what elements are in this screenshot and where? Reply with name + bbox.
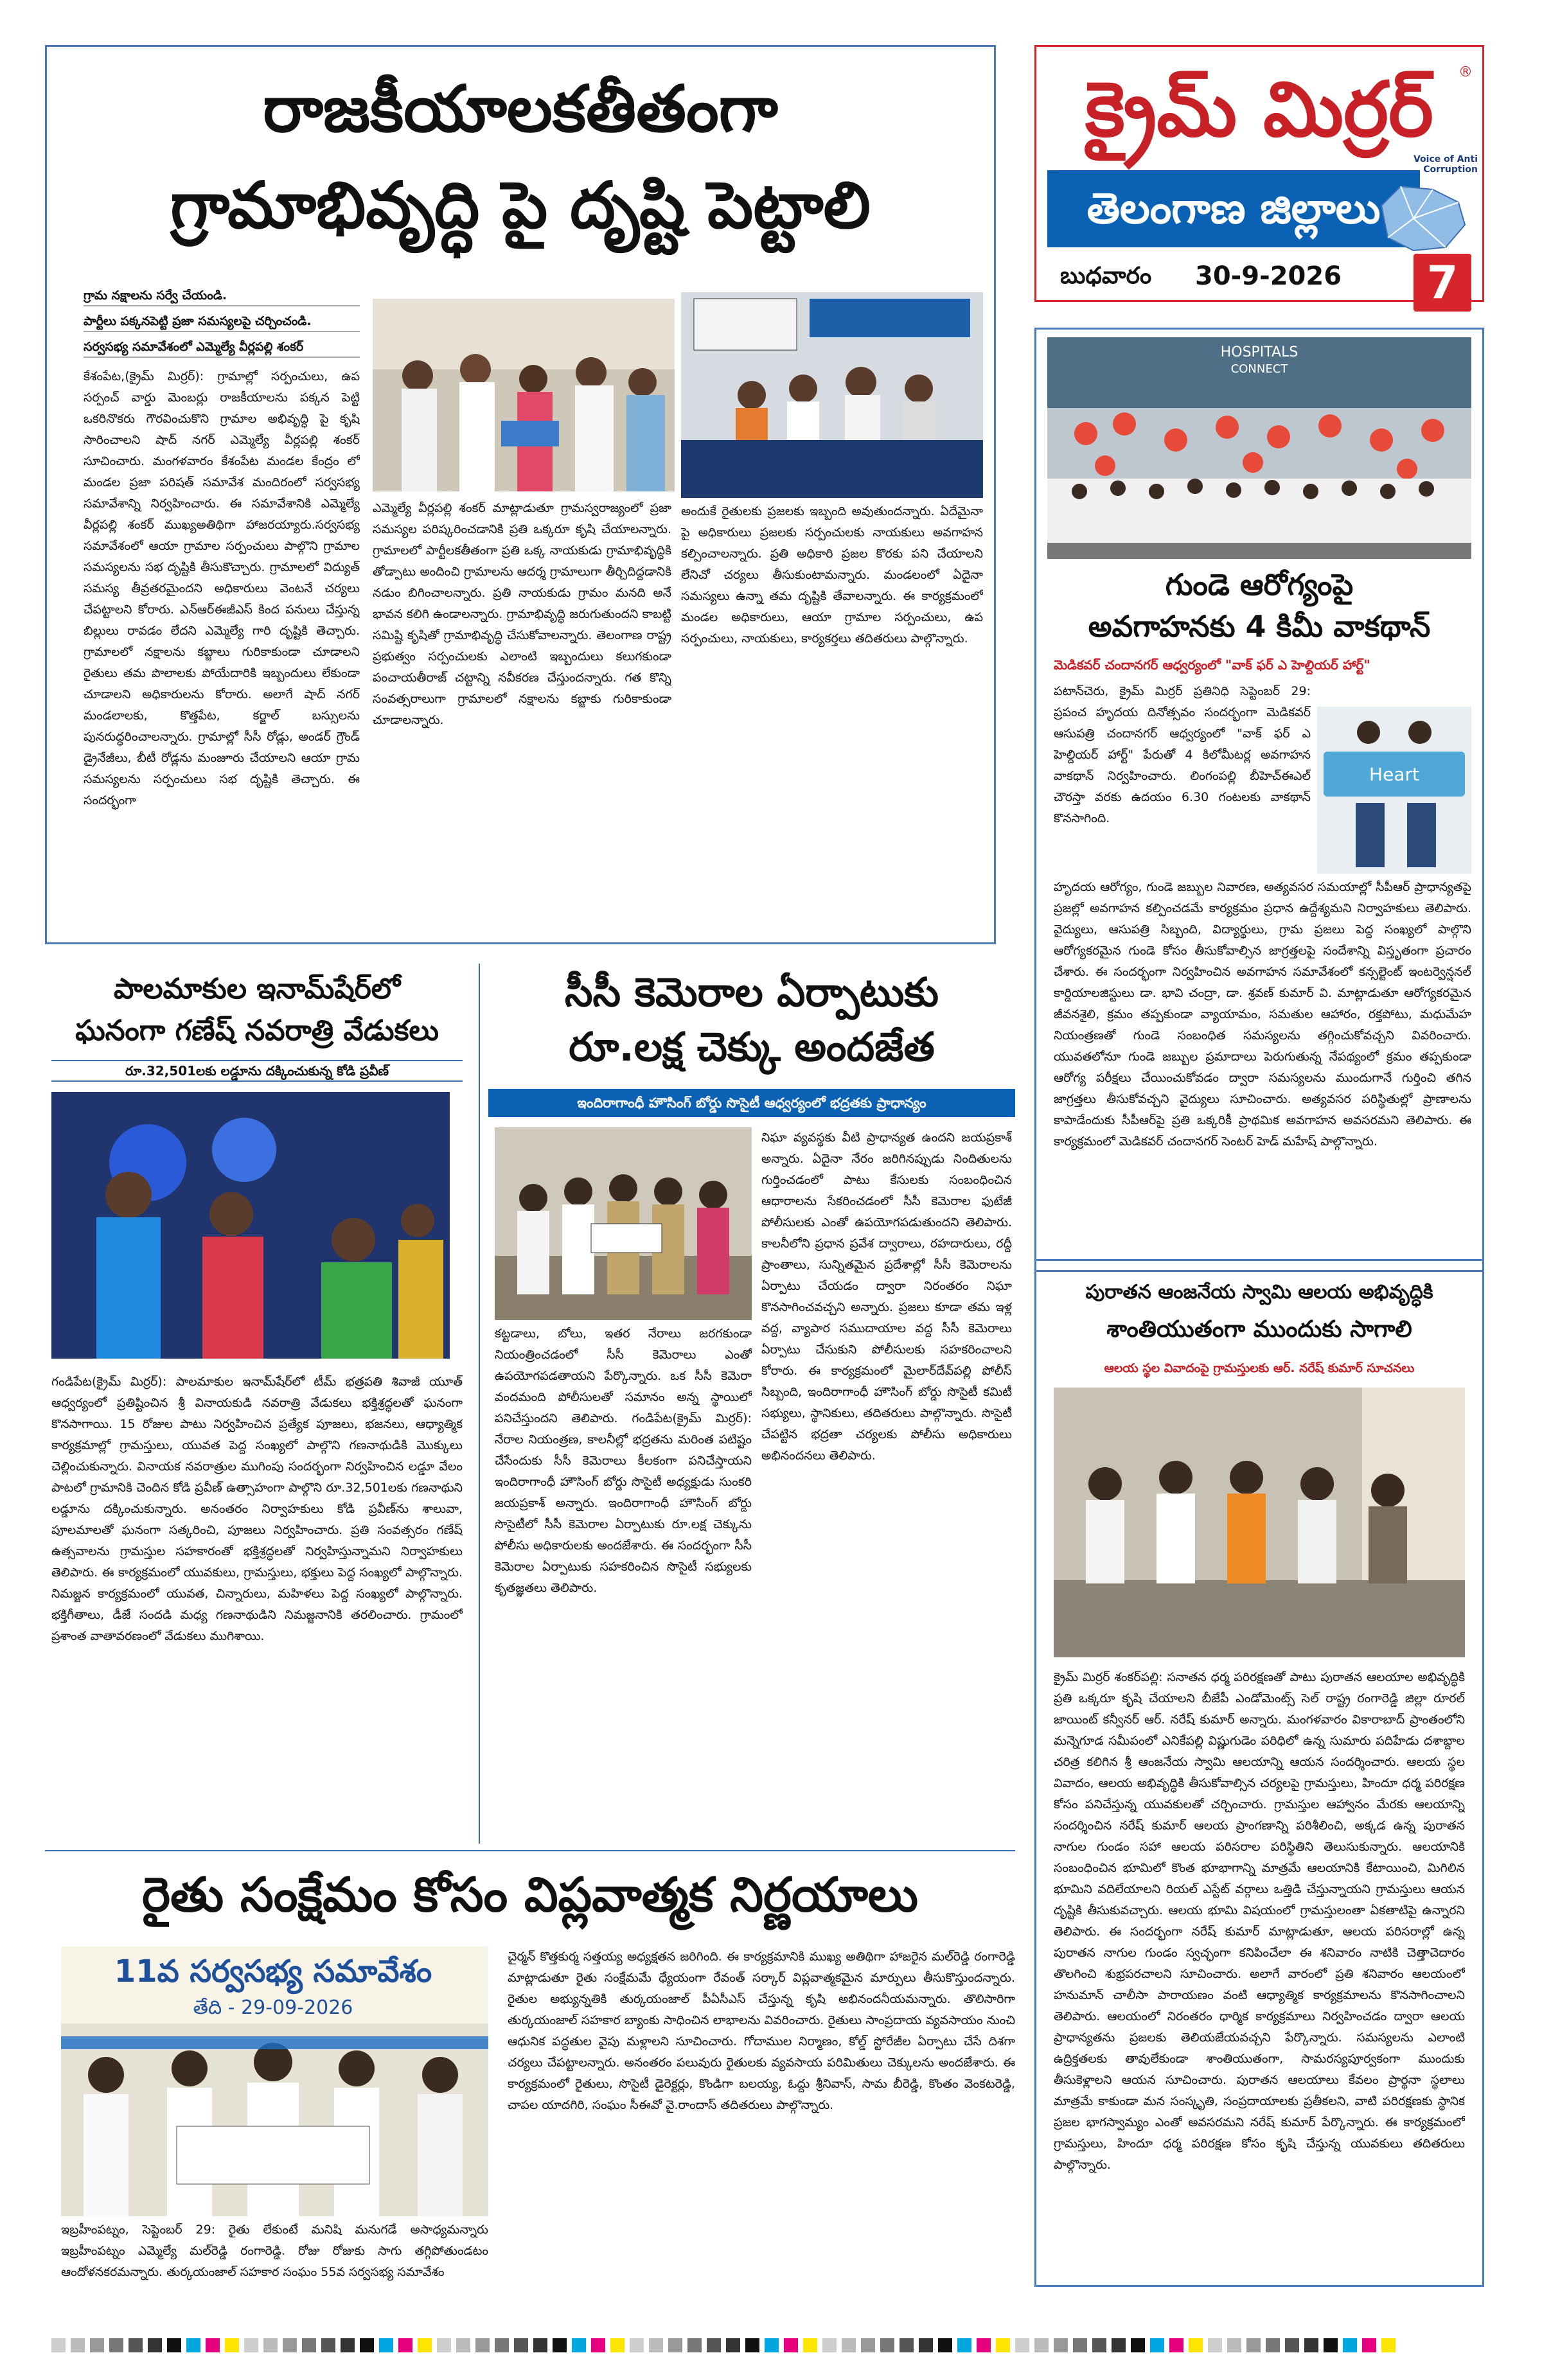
story3-photo-cheque-handover xyxy=(495,1127,752,1320)
story5-headline-line2: అవగాహనకు 4 కిమీ వాకథాన్ xyxy=(1088,609,1431,644)
story6-headline-line2: శాంతియుతంగా ముందుకు సాగాలి xyxy=(1106,1316,1412,1343)
story6-headline-line1: పురాతన ఆంజనేయ స్వామి ఆలయ అభివృద్ధికి xyxy=(1085,1281,1433,1303)
story6-sub: ఆలయ స్థల వివాదంపై గ్రామస్తులకు ఆర్. నరేష్ కుమార్ సూచనలు xyxy=(1104,1361,1415,1375)
section-divider xyxy=(45,1850,1015,1851)
masthead-date: 30-9-2026 xyxy=(1195,261,1342,291)
masthead-section: తెలంగాణ జిల్లాలు xyxy=(1047,170,1420,247)
story5-headline-line1: గుండె ఆరోగ్యంపై xyxy=(1165,567,1354,602)
story1-body-col3: అందుకే రైతులకు ప్రజలకు ఇబ్బంది అవుతుందన్నారు. ఏదేమైనా పై అధికారులు ప్రజలకు సర్పంచులకు నాయకులు అవగాహన కల్పించాలన్నారు. ప్రతి అధికారి ప్రజల కొరకు పని చేయాలని లేనిచో చర్యలు తీసుకుంటామన్నారు. మండలంలో ఏదైనా సమస్యలు ఉన్నా తమ దృష్టికి తేవాలన్నారు. ఈ కార్యక్రమంలో మండల అధికారులు, ఆయా గ్రామాల సర్పంచులు, ఉప సర్పంచులు, నాయకులు, కార్యకర్తలు తదితరులు పాల్గొన్నారు. xyxy=(681,504,983,646)
story5-photo-heart-banner xyxy=(1317,707,1471,874)
story3-ribbon: ఇందిరాగాంధీ హౌసింగ్ బోర్డు సొసైటీ ఆధ్వర్యంలో భద్రతకు ప్రాధాన్యం xyxy=(488,1089,1015,1117)
masthead-brand: క్రైమ్ మిర్రర్ xyxy=(1085,65,1433,154)
story5-body-bottom: హృదయ ఆరోగ్యం, గుండె జబ్బుల నివారణ, అత్యవసర సమయాల్లో సీపీఆర్ ప్రాధాన్యతపై ప్రజల్లో అవగాహన కల్పించడమే కార్యక్రమం ప్రధాన ఉద్దేశ్యమని నిర్వాహకులు తెలిపారు. వైద్యులు, ఆసుపత్రి సిబ్బంది, విద్యార్థులు, గ్రామ ప్రజలు పెద్ద సంఖ్యలో పాల్గొని ఆరోగ్యకరమైన గుండె కోసం తీసుకోవాల్సిన జాగ్రత్తలపై సందేశాన్ని విస్తృతంగా ప్రచారం చేశారు. ఈ సందర్భంగా నిర్వహించిన అవగాహన సమావేశంలో కన్సల్టెంట్ ఇంటర్వెన్షనల్ కార్డియాలజిస్టులు డా. భావి చంద్రా, డా. శ్రవణ్ కుమార్ వి. మాట్లాడుతూ ఆరోగ్యకరమైన జీవనశైలి, క్రమం తప్పకుండా వ్యాయామం, సమతుల ఆహారం, రక్తపోటు, మధుమేహ నియంత్రణతో గుండె సంబంధిత సమస్యలను తగ్గించుకోవచ్చని వివరించారు. యువతలోనూ గుండె జబ్బుల ప్రమాదాలు పెరుగుతున్న నేపథ్యంలో క్రమం తప్పకుండా ఆరోగ్య పరీక్షలు చేయించుకోవడం ద్వారా సమస్యలను ముందుగానే గుర్తించి తగిన జాగ్రత్తలు తీసుకోవచ్చని వైద్యులు సూచించారు. అత్యవసర పరిస్థితుల్లో ప్రాణాలను కాపాడేందుకు సీపీఆర్‌పై ప్రతి ఒక్కరికీ ప్రాథమిక అవగాహన అవసరమని తెలిపారు. ఈ కార్యక్రమంలో మెడికవర్ చందానగర్ సెంటర్ హెడ్ మహేష్ పాల్గొన్నారు. xyxy=(1054,880,1471,1149)
story3-body-col1: కట్టడాలు, బోలు, ఇతర నేరాలు జరగకుండా నియంత్రించడంలో సీసీ కెమెరాలు ఎంతో ఉపయోగపడతాయని పేర్కొన్నారు. ఒక సీసీ కెమెరా వందమంది పోలీసులతో సమానం అన్న స్థాయిలో పనిచేస్తుందని తెలిపారు. గండిపేట(క్రైమ్ మిర్రర్): నేరాల నియంత్రణ, కాలనీల్లో భద్రతను మరింత పటిష్టం చేసేందుకు సీసీ కెమెరాలు కీలకంగా పనిచేస్తాయని ఇందిరాగాంధీ హౌసింగ్ బోర్డు సొసైటీ అధ్యక్షుడు సుంకరి జయప్రకాశ్ అన్నారు. ఇందిరాగాంధీ హౌసింగ్ బోర్డు సొసైటీలో సీసీ కెమెరాల ఏర్పాటుకు రూ.లక్ష చెక్కును పోలీసు అధికారులకు అందజేశారు. ఈ సందర్భంగా సీసీ కెమెరాల ఏర్పాటుకు సహకరించిన సొసైటీ సభ్యులకు కృతజ్ఞతలు తెలిపారు. xyxy=(495,1327,752,1595)
svg-text:HOSPITALS: HOSPITALS xyxy=(1220,344,1298,360)
story3-headline-line1: సీసీ కెమెరాల ఏర్పాటుకు xyxy=(565,969,939,1016)
story6-photo-temple-visit xyxy=(1054,1388,1465,1657)
story1-headline-line2: గ్రామాభివృద్ధి పై దృష్టి పెట్టాలి xyxy=(170,168,871,243)
story3-headline-line2: రూ.లక్ష చెక్కు అందజేత xyxy=(569,1023,935,1070)
story2-body: గండిపేట(క్రైమ్ మిర్రర్): పాలమాకుల ఇనామ్‌షేర్‌లో టీమ్ భత్రపతి శివాజీ యూత్ ఆధ్వర్యంలో ప్రతిష్టించిన శ్రీ వినాయకుడి నవరాత్రి వేడుకలు భక్తిశ్రద్ధలతో ఘనంగా కొనసాగాయి. 15 రోజుల పాటు నిర్వహించిన ప్రత్యేక పూజలు, భజనలు, ఆధ్యాత్మిక కార్యక్రమాల్లో గ్రామస్తులు, యువత పెద్ద సంఖ్యలో పాల్గొని గణనాథుడికి మొక్కులు చెల్లించుకున్నారు. వినాయక నవరాత్రుల ముగింపు సందర్భంగా నిర్వహించిన లడ్డూ వేలం పాటలో గ్రామానికి చెందిన కోడి ప్రవీణ్ ఉత్సాహంగా పాల్గొని రూ.32,501లకు గణనాథుని లడ్డూను దక్కించుకున్నారు. అనంతరం నిర్వాహకులు కోడి ప్రవీణ్‌ను శాలువా, పూలమాలతో ఘనంగా సత్కరించి, పూజలు నిర్వహించారు. ప్రతి సంవత్సరం గణేష్ ఉత్సవాలను గ్రామస్తుల సహకారంతో భక్తిశ్రద్ధలతో నిర్వహిస్తున్నామని నిర్వాహకులు తెలిపారు. ఈ కార్యక్రమంలో యువకులు, గ్రామస్తులు, భక్తులు పెద్ద సంఖ్యలో పాల్గొన్నారు. నిమజ్జన కార్యక్రమంలో యువత, చిన్నారులు, మహిళలు పెద్ద సంఖ్యలో పాల్గొన్నారు. భక్తిగీతాలు, డీజే సందడి మధ్య గణనాథుడిని నిమజ్జనానికి తరలించారు. గ్రామంలో ప్రశాంత వాతావరణంలో వేడుకలు ముగిశాయి. xyxy=(51,1375,463,1643)
story5-body-top: పటాన్‌చెరు, క్రైమ్ మిర్రర్ ప్రతినిధి సెప్టెంబర్ 29: ప్రపంచ హృదయ దినోత్సవం సందర్భంగా మెడికవర్ ఆసుపత్రి చందానగర్ ఆధ్వర్యంలో "వాక్ ఫర్ ఎ హెల్దియర్ హార్ట్" పేరుతో 4 కిలోమీటర్ల అవగాహన వాకథాన్ నిర్వహించారు. లింగంపల్లి బీహెచ్ఈఎల్ చౌరస్తా వరకు ఉదయం 6.30 గంటలకు వాకథాన్ కొనసాగింది. xyxy=(1054,684,1311,825)
story3-body-col2: నిఘా వ్యవస్థకు వీటి ప్రాధాన్యత ఉందని జయప్రకాశ్ అన్నారు. ఏదైనా నేరం జరిగినప్పుడు నిందితులను గుర్తించడంలో పాటు కేసులకు సంబంధించిన ఆధారాలను సేకరించడంలో సీసీ కెమెరాల ఫుటేజీ పోలీసులకు ఎంతో ఉపయోగపడుతుందని తెలిపారు. కాలనీలోని ప్రధాన ప్రవేశ ద్వారాలు, రహదారులు, రద్దీ ప్రాంతాలు, సున్నితమైన ప్రదేశాల్లో సీసీ కెమెరాలను ఏర్పాటు చేయడం ద్వారా నిరంతరం నిఘా కొనసాగించవచ్చని అన్నారు. ప్రజలు కూడా తమ ఇళ్ల వద్ద, వ్యాపార సముదాయాల వద్ద సీసీ కెమెరాలు ఏర్పాటు చేసుకుని పోలీసులకు సహకరించాలని కోరారు. ఈ కార్యక్రమంలో మైలార్‌దేవ్‌పల్లి పోలీస్ సిబ్బంది, ఇందిరాగాంధీ హౌసింగ్ బోర్డు సొసైటీ కమిటీ సభ్యులు, స్థానికులు, తదితరులు పాల్గొన్నారు. సొసైటీ చేపట్టిన భద్రతా చర్యలకు పోలీసు అధికారులు అభినందనలు తెలిపారు. xyxy=(761,1131,1012,1463)
story1-sub3: సర్వసభ్య సమావేశంలో ఎమ్మెల్యే వీర్లపల్లి శంకర్ xyxy=(84,337,360,358)
story2-headline-line2: ఘనంగా గణేష్ నవరాత్రి వేడుకలు xyxy=(75,1014,439,1047)
column-divider xyxy=(479,964,480,1844)
story5-sub: మెడికవర్ చందానగర్ ఆధ్వర్యంలో "వాక్ ఫర్ ఎ హెల్దియర్ హార్ట్" xyxy=(1054,657,1370,673)
story1-headline-line1: రాజకీయాలకతీతంగా xyxy=(263,71,778,146)
svg-text:తేది - 29-09-2026: తేది - 29-09-2026 xyxy=(193,1997,353,2019)
story1-photo-meeting xyxy=(681,292,983,498)
page-number: 7 xyxy=(1414,254,1471,312)
story4-body-col2: చైర్మన్ కొత్తకుర్మ సత్తయ్య అధ్యక్షతన జరిగింది. ఈ కార్యక్రమానికి ముఖ్య అతిథిగా హాజరైన మల్‌రెడ్డి రంగారెడ్డి మాట్లాడుతూ రైతు సంక్షేమమే ధ్యేయంగా రేవంత్ సర్కార్ విప్లవాత్మకమైన మార్పులు తీసుకొస్తుందన్నారు. రైతుల అభ్యున్నతికి తుర్కయంజాల్ పీఏసీఎస్ చేస్తున్న కృషి అభినందనీయమన్నారు. తొలిసారిగా తుర్కయంజాల్ సహకార బ్యాంకు సాధించిన లాభాలను వివరించారు. రైతులు సాంప్రదాయ వ్యవసాయం నుంచి ఆధునిక పద్ధతుల వైపు మళ్లాలని సూచించారు. గోదాముల నిర్మాణం, కోల్డ్ స్టోరేజీల ఏర్పాటు చేసే దిశగా చర్యలు చేపట్టాలన్నారు. అనంతరం పలువురు రైతులకు వ్యవసాయ పరిమితులు చెక్కులను అందజేశారు. ఈ కార్యక్రమంలో రైతులు, సొసైటీ డైరెక్టర్లు, కొండిగా బలయ్య, ఓద్దు శ్రీనివాస్, సామ బీరెడ్డి, కొంతం వెంకటరెడ్డి, చాపల యాదగిరి, సంఘం సీఈవో వై.రాందాస్ తదితరులు పాల్గొన్నారు. xyxy=(508,1950,1015,2112)
story1-photo-felicitation xyxy=(373,299,675,491)
masthead-day: బుధవారం xyxy=(1060,263,1152,289)
story5-photo-walkathon xyxy=(1047,337,1471,559)
story4-photo-meeting-cheque xyxy=(61,1946,488,2216)
story1-sub1: గ్రామ నక్షాలను సర్వే చేయండి. xyxy=(84,286,360,306)
svg-text:11వ సర్వసభ్య సమావేశం: 11వ సర్వసభ్య సమావేశం xyxy=(114,1953,432,1989)
story4-headline: రైతు సంక్షేమం కోసం విప్లవాత్మక నిర్ణయాలు xyxy=(142,1867,918,1923)
story1-body-col1: కేశంపేట,(క్రైమ్ మిర్రర్): గ్రామాల్లో సర్పంచులు, ఉప సర్పంచ్ వార్డు మెంబర్లు రాజకీయాలను పక్కన పెట్టి ఒకరినొకరు గౌరవించుకొని గ్రామాల అభివృద్ధి పై కృషి సారించాలని షాద్ నగర్ ఎమ్మెల్యే వీర్లపల్లి శంకర్ సూచించారు. మంగళవారం కేశంపేట మండల కేంద్రం లో మండల ప్రజా పరిషత్ సమావేశ మందిరంలో సర్వసభ్య సమావేశాన్ని నిర్వహించారు. ఈ సమావేశానికి ఎమ్మెల్యే వీర్లపల్లి శంకర్ ముఖ్యఅతిథిగా హాజరయ్యారు.సర్వసభ్య సమావేశంలో ఆయా గ్రామాల సర్పంచులు పాల్గొని గ్రామాల సమస్యలను సభ దృష్టికి తీసుకొచ్చారు. గ్రామాలలో విద్యుత్ సమస్య తీవ్రతరమైందని అధికారులు వెంటనే చర్యలు చేపట్టాలని కోరారు. ఎన్ఆర్ఈజీఎస్ కింద పనులు చేస్తున్న బిల్లులు రావడం లేదని ఎమ్మెల్యే గారి దృష్టికి తెచ్చారు. గ్రామాలలో నక్షాలను కబ్జాలు గురికాకుండా చూడాలని రైతులు తమ పొలాలకు పోయేదారికి ఇబ్బందులు లేకుండా చూడాలని అధికారులను కోరారు. అలాగే షాద్ నగర్ మండలాలకు, కొత్తపేట, కర్జాల్ బస్సులను పునరుద్ధరించాలన్నారు. గ్రామాల్లో సీసీ రోడ్లు, అండర్ గ్రౌండ్ డ్రైనేజీలు, బీటీ రోడ్లను మంజూరు చేయాలని ఆయా గ్రామ సమస్యలను సర్పంచులు సభ దృష్టికి తెచ్చారు. ఈ సందర్భంగా xyxy=(84,369,360,807)
story1-sub2: పార్టీలు పక్కనపెట్టి ప్రజా సమస్యలపై చర్చించండి. xyxy=(84,312,360,332)
story2-headline-line1: పాలమాకుల ఇనామ్‌షేర్‌లో xyxy=(114,973,400,1005)
story4-body-col1: ఇబ్రహీంపట్నం, సెప్టెంబర్ 29: రైతు లేకుంటే మనిషి మనుగడే అసాధ్యమన్నారు ఇబ్రహీంపట్నం ఎమ్మెల్యే మల్‌రెడ్డి రంగారెడ్డి. రోజు రోజుకు సాగు తగ్గిపోతుండటం ఆందోళనకరమన్నారు. తుర్కయంజాల్ సహకార సంఘం 55వ సర్వసభ్య సమావేశం xyxy=(61,2223,488,2279)
story2-sub: రూ.32,501లకు లడ్డూను దక్కించుకున్న కోడి ప్రవీణ్ xyxy=(51,1060,463,1082)
svg-text:Heart: Heart xyxy=(1369,764,1419,785)
print-color-bar xyxy=(51,2338,1491,2352)
svg-text:CONNECT: CONNECT xyxy=(1230,362,1288,376)
story6-body: క్రైమ్ మిర్రర్ శంకర్‌పల్లి: సనాతన ధర్మ పరిరక్షణతో పాటు పురాతన ఆలయాల అభివృద్ధికి ప్రతి ఒక్కరూ కృషి చేయాలని బీజేపీ ఎండోమెంట్స్ సెల్ రాష్ట్ర రంగారెడ్డి జిల్లా రూరల్ జాయింట్ కన్వీనర్ ఆర్. నరేష్ కుమార్ అన్నారు. మంగళవారం వికారాబాద్ ప్రాంతంలోని మన్నెగూడ సమీపంలో ఎనికేపల్లి విష్ణుగుడెం పరిధిలో ఉన్న సుమారు పదిహేడు దశాబ్దాల చరిత్ర కలిగిన శ్రీ ఆంజనేయ స్వామి ఆలయాన్ని ఆయన సందర్శించారు. ఆలయ స్థల వివాదం, ఆలయ అభివృద్ధికి తీసుకోవాల్సిన చర్యలపై గ్రామస్తులు, హిందూ ధర్మ పరిరక్షణ కోసం పనిచేస్తున్న యువకులతో చర్చించారు. గ్రామస్తుల ఆహ్వానం మేరకు ఆలయాన్ని సందర్శించిన నరేష్ కుమార్ ఆలయ ప్రాంగణాన్ని పరిశీలించి, అక్కడ ఉన్న పురాతన నాగుల గుండం సహా ఆలయ పరిసరాల పరిస్థితిని తెలుసుకున్నారు. ఆలయానికి సంబంధించిన భూమిలో కొంత భూభాగాన్ని మాత్రమే ఆలయానికి కేటాయించి, మిగిలిన భూమిని వదిలేయాలని రియల్ ఎస్టేట్ వర్గాలు ఒత్తిడి చేస్తున్నాయని గ్రామస్తులు ఆయన దృష్టికి తీసుకువచ్చారు. ఆలయ భూమి విషయంలో గ్రామస్తులంతా ఏకతాటిపై ఉన్నారని తెలిపారు. ఈ సందర్భంగా నరేష్ కుమార్ మాట్లాడుతూ, ఆలయ పరిసరాల్లో ఉన్న పురాతన నాగుల గుండం స్వచ్ఛంగా కనిపించేలా ఈ శనివారం నాటికి చెత్తాచెదారం తొలగించి శుభ్రపరచాలని సూచించారు. అలాగే వారంలో ప్రతి శనివారం ఆలయంలో హనుమాన్ చాలీసా పారాయణం వంటి ఆధ్యాత్మిక కార్యక్రమాలను కొనసాగించాలని తెలిపారు. ఆలయంలో నిరంతరం ధార్మిక కార్యక్రమాలు నిర్వహించడం ద్వారా ఆలయ ప్రాధాన్యతను ప్రజలకు తెలియజేయవచ్చని పేర్కొన్నారు. సమస్యలను ఎలాంటి ఉద్రిక్తతలకు తావులేకుండా శాంతియుతంగా, సామరస్యపూర్వకంగా ముందుకు తీసుకెళ్లాలని ఆయన సూచించారు. పురాతన ఆలయాలు కేవలం ప్రార్థనా స్థలాలు మాత్రమే కాకుండా మన సంస్కృతి, సంప్రదాయాలకు ప్రతీకలని, వాటి పరిరక్షణకు స్థానిక ప్రజల భాగస్వామ్యం ఎంతో అవసరమని నరేష్ కుమార్ పేర్కొన్నారు. ఈ కార్యక్రమంలో గ్రామస్తులు, హిందూ ధర్మ పరిరక్షణ కోసం కృషి చేస్తున్న యువకులు తదితరులు పాల్గొన్నారు. xyxy=(1054,1670,1465,2172)
story1-body-col2: ఎమ్మెల్యే వీర్లపల్లి శంకర్ మాట్లాడుతూ గ్రామస్వరాజ్యంలో ప్రజా సమస్యల పరిష్కరించడానికి ప్రతి ఒక్కరూ కృషి చేయాలన్నారు. గ్రామాలలో పార్టీలకతీతంగా ప్రతి ఒక్క నాయకుడు గ్రామాభివృద్ధికి తోడ్పాటు అందించి గ్రామాలను ఆదర్శ గ్రామాలుగా తీర్చిదిద్దడానికి నడుం బిగించాలన్నారు. ప్రతి నాయకుడు గ్రామం మనది అనే భావన కలిగి ఉండాలన్నారు. గ్రామాభివృద్ధి జరుగుతుందని కాబట్టి సమిష్టి కృషితో గ్రామాభివృద్ధి చేసుకోవాలన్నారు. తెలంగాణ రాష్ట్ర ప్రభుత్వం సర్పంచులకు ఎలాంటి ఇబ్బందులు కలుగకుండా పంచాయతీరాజ్ చట్టాన్ని నవీకరణ చేస్తుందన్నారు. గత కొన్ని సంవత్సరాలుగా గ్రామాలలో నక్షాలను కబ్జాకు గురికాకుండా చూడాలన్నారు. xyxy=(373,501,671,727)
registered-mark: ® xyxy=(1458,64,1473,80)
masthead-tagline: Voice of Anti Corruption xyxy=(1413,154,1478,175)
telangana-map-icon xyxy=(1375,180,1471,257)
story2-photo-ganesh-celebration xyxy=(51,1092,450,1359)
